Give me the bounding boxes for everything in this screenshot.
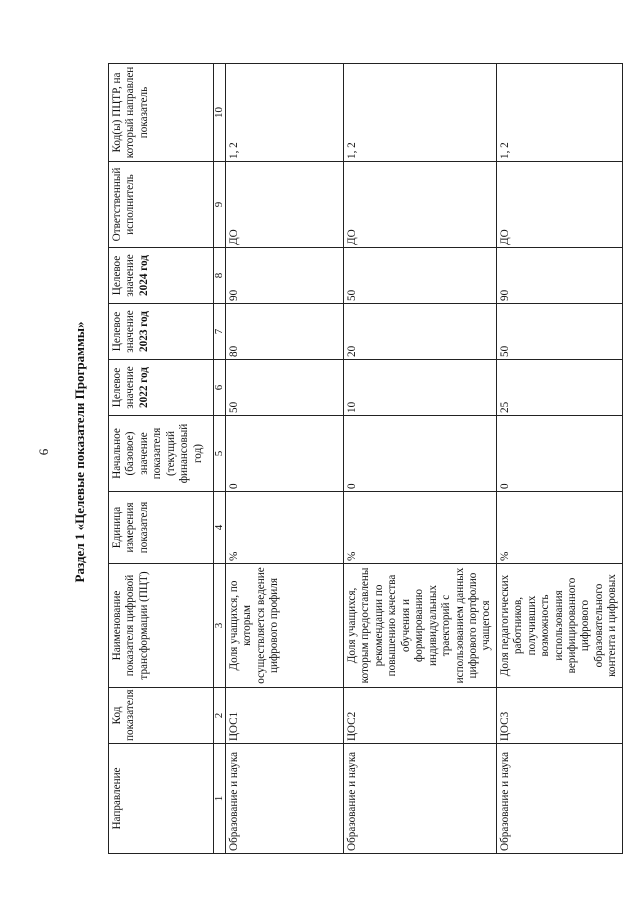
page-number: 6 (36, 448, 51, 456)
column-number: 3 (214, 564, 226, 688)
cell-target-2024: 90 (496, 248, 622, 304)
cell-unit: % (226, 492, 344, 564)
header-pctr-codes: Код(ы) ПЦТР, на который направлен показатель (109, 64, 214, 162)
column-number: 9 (214, 162, 226, 248)
header-year-2024: 2024 год (137, 255, 150, 296)
cell-target-2024: 50 (344, 248, 497, 304)
cell-code: ЦОС2 (344, 688, 497, 744)
cell-direction: Образование и наука (496, 744, 622, 854)
header-target-label: Целевое значение (111, 366, 137, 409)
cell-code: ЦОС3 (496, 688, 622, 744)
cell-target-2022: 25 (496, 360, 622, 416)
column-number: 7 (214, 304, 226, 360)
cell-target-2022: 50 (226, 360, 344, 416)
cell-unit: % (344, 492, 497, 564)
cell-executor: ДО (226, 162, 344, 248)
cell-code: ЦОС1 (226, 688, 344, 744)
header-year-2022: 2022 год (137, 367, 150, 408)
cell-direction: Образование и наука (344, 744, 497, 854)
cell-direction: Образование и наука (226, 744, 344, 854)
section-title: Раздел 1 «Целевые показатели Программы» (72, 321, 87, 583)
cell-name: Доля учащихся, которым предоставлены рекомендации по повышению качества обучения и формированию индивидуальных траекторий с использованием данных цифрового портфолио учащегося (344, 564, 497, 688)
indicators-table (108, 63, 623, 854)
cell-executor: ДО (344, 162, 497, 248)
cell-pctr-codes: 1, 2 (344, 64, 497, 162)
indicators-table-container (108, 64, 619, 854)
table-row (226, 64, 344, 854)
cell-pctr-codes: 1, 2 (496, 64, 622, 162)
header-base-value: Начальное (базовое) значение показателя (текущий финансовый год) (109, 416, 214, 492)
cell-target-2023: 80 (226, 304, 344, 360)
column-number: 6 (214, 360, 226, 416)
header-target-label: Целевое значение (111, 254, 137, 297)
cell-base-value: 0 (226, 416, 344, 492)
cell-name: Доля педагогических работников, получивших возможность использования верифицированного цифрового образовательного контента и цифровых (496, 564, 622, 688)
cell-base-value: 0 (496, 416, 622, 492)
header-unit: Единица измерения показателя (109, 492, 214, 564)
cell-unit: % (496, 492, 622, 564)
cell-target-2023: 50 (496, 304, 622, 360)
cell-name: Доля учащихся, по которым осуществляется ведение цифрового профиля (226, 564, 344, 688)
header-direction: Направление (109, 744, 214, 854)
column-number-row (214, 64, 226, 854)
header-code: Код показателя (109, 688, 214, 744)
column-number: 10 (214, 64, 226, 162)
table-row (496, 64, 622, 854)
column-number: 5 (214, 416, 226, 492)
cell-target-2024: 90 (226, 248, 344, 304)
header-row (109, 64, 214, 854)
header-executor: Ответственный исполнитель (109, 162, 214, 248)
header-target-2024 (109, 248, 214, 304)
cell-target-2023: 20 (344, 304, 497, 360)
header-name: Наименование показателя цифровой трансформации (ПЦТ) (109, 564, 214, 688)
column-number: 8 (214, 248, 226, 304)
column-number: 1 (214, 744, 226, 854)
cell-base-value: 0 (344, 416, 497, 492)
cell-executor: ДО (496, 162, 622, 248)
cell-pctr-codes: 1, 2 (226, 64, 344, 162)
header-year-2023: 2023 год (137, 311, 150, 352)
header-target-2023 (109, 304, 214, 360)
table-row (344, 64, 497, 854)
header-target-label: Целевое значение (111, 310, 137, 353)
header-target-2022 (109, 360, 214, 416)
column-number: 4 (214, 492, 226, 564)
cell-target-2022: 10 (344, 360, 497, 416)
column-number: 2 (214, 688, 226, 744)
